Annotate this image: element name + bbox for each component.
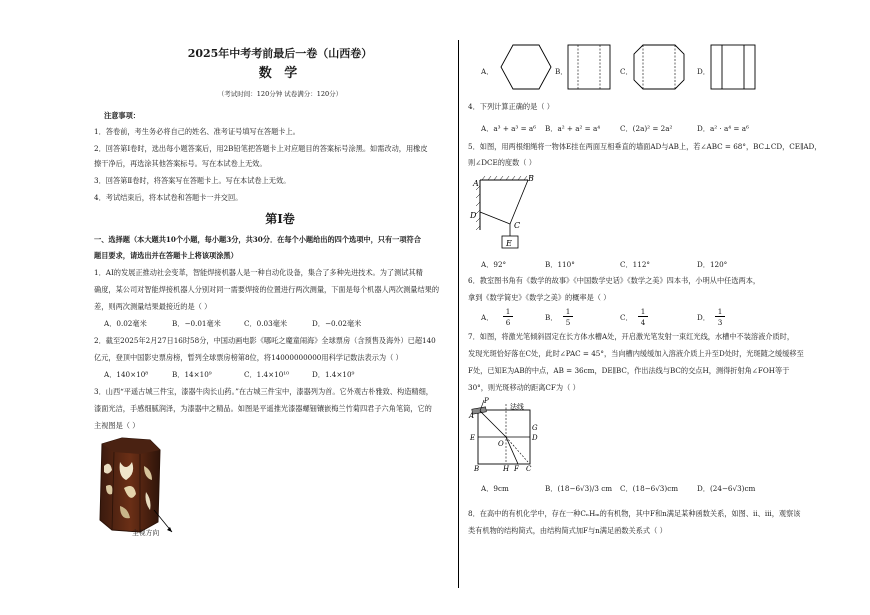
label-b: B xyxy=(474,465,480,472)
question-1-line: 确度，某公司对智能焊接机器人分别对同一需要焊接的位置进行两次测量，下面是每个机器人两次测量结果的 xyxy=(94,285,440,294)
question-5-line: 5．如图，用两根细绳将一物体E挂在两面互相垂直的墙面AD与AB上，若∠ABC = 68°，BC⊥CD，CE∥AD， xyxy=(468,142,822,151)
label-e: E xyxy=(470,434,476,442)
q7-option-c: C．(18−6√3)cm xyxy=(620,484,679,493)
label-d: D xyxy=(470,211,477,220)
q2-option-d: D．1.4×10⁹ xyxy=(312,370,355,379)
label-c: C xyxy=(526,465,532,472)
question-2-line: 亿元，登顶中国影史票房榜，暂列全球票房榜第8位，将14000000000用科学记数法表示为（ ） xyxy=(94,353,403,362)
question-1-line: 1．AI的发展正推动社会变革，智能焊接机器人是一种自动化设备，集合了多种先进技术。为了测试其精 xyxy=(94,268,423,277)
note-line: 2．回答第Ⅰ卷时，选出每小题答案后，用2B铅笔把答题卡上对应题目的答案标号涂黑。如需改动，用橡皮 xyxy=(94,144,428,153)
question-2-line: 2．截至2025年2月27日16时58分，中国动画电影《哪吒之魔童闹海》全球票房（含预售及海外）已超140 xyxy=(94,336,436,345)
label-o: O xyxy=(498,440,504,448)
q4-option-a: A．a³ + a³ = a⁶ xyxy=(481,124,537,133)
exam-info: （考试时间：120分钟 试卷满分：120分） xyxy=(217,90,343,98)
q5-option-d: D．120° xyxy=(697,260,728,269)
label-d: D xyxy=(532,434,538,442)
q1-option-d: D．−0.02毫米 xyxy=(312,319,362,328)
wall-rope-figure xyxy=(464,172,554,256)
exam-title: 2025年中考考前最后一卷（山西卷） xyxy=(187,47,373,60)
view-direction-caption: 主视方向 xyxy=(132,529,160,537)
q7-option-d: D．(24−6√3)cm xyxy=(697,484,756,493)
question-3-line: 3．山西“平遥古城三件宝，漆器牛肉长山药。”在古城三件宝中，漆器列为首。它外观古朴雅致、构造精细， xyxy=(94,387,433,396)
section-heading: 一、选择题（本大题共10个小题，每小题3分，共30分．在每个小题给出的四个选项中，只有一项符合 xyxy=(94,235,421,244)
question-7-line: 发现光斑恰好落在C处，此时∠PAC = 45°，当向槽内缓缓加入溶液介质上升至D处时，光斑随之缓缓移至 xyxy=(468,349,804,358)
question-7-line: F处，已知E为AB的中点，AB = 36cm，DE∥BC，作出法线与BC的交点H，测得折射角∠FOH等于 xyxy=(468,366,790,375)
question-8-line: 类有机物的结构简式，由结构简式加F与n满足函数关系式（ ） xyxy=(468,526,667,535)
q1-option-c: C．0.03毫米 xyxy=(244,319,288,328)
q5-option-b: B．110° xyxy=(545,260,575,269)
subject-title: 数 学 xyxy=(258,66,302,81)
q3-option-c-label: C． xyxy=(620,67,633,76)
q4-option-d: D．a² · a⁴ = a⁶ xyxy=(697,124,749,133)
q2-option-c: C．1.4×10¹⁰ xyxy=(244,370,290,379)
note-line: 1．答卷前，考生务必将自己的姓名、准考证号填写在答题卡上。 xyxy=(94,127,300,136)
label-h: H xyxy=(503,465,510,472)
q4-option-b: B．a² + a² = a⁴ xyxy=(545,124,601,133)
question-7-line: 7．如图，将激光笔倾斜固定在长方体水槽A处，开启激光笔发射一束红光线，水槽中不装溶液介质时， xyxy=(468,332,795,341)
rectangle-option-b xyxy=(567,44,611,90)
label-a: A xyxy=(469,412,475,420)
q7-option-a: A．9cm xyxy=(481,484,509,493)
laser-tank-figure xyxy=(466,396,546,472)
note-line: 4．考试结束后，将本试卷和答题卡一并交回。 xyxy=(94,193,243,202)
label-a: A xyxy=(473,179,479,188)
pen-holder-image xyxy=(94,436,174,536)
part-title: 第Ⅰ卷 xyxy=(265,212,295,226)
q2-option-a: A．140×10⁸ xyxy=(104,370,149,379)
label-normal: 法线 xyxy=(510,403,524,411)
q3-option-a-label: A． xyxy=(481,67,494,76)
q5-option-a: A．92° xyxy=(481,260,507,269)
question-8-line: 8．在高中的有机化学中，存在一种CₙHₘ的有机物，其中F和n满足某种函数关系，如图、ii、iii，观察该 xyxy=(468,509,801,518)
label-b: B xyxy=(528,174,534,183)
note-line: 3．回答第Ⅱ卷时，将答案写在答题卡上。写在本试卷上无效。 xyxy=(94,176,291,185)
label-f: F xyxy=(514,465,519,472)
q4-option-c: C．(2a)² = 2a² xyxy=(620,124,673,133)
question-6-line: 6．教室图书角有《数学的故事》《中国数学史话》《数学之美》四本书，小明从中任选两本， xyxy=(468,276,761,285)
note-line: 擦干净后，再选涂其他答案标号。写在本试卷上无效。 xyxy=(94,159,267,168)
column-divider xyxy=(458,40,459,588)
q1-option-b: B．−0.01毫米 xyxy=(172,319,221,328)
q1-option-a: A．0.02毫米 xyxy=(104,319,147,328)
question-7-line: 30°，则光斑移动的距离CF为（ ） xyxy=(468,383,580,392)
question-3-line: 主视图是（ ） xyxy=(94,421,140,430)
question-5-line: 则∠DCE的度数（ ） xyxy=(468,158,536,167)
rectangle-option-d xyxy=(710,44,756,90)
label-p: P xyxy=(484,397,489,405)
hexagon-option-a xyxy=(500,44,552,90)
section-heading: 题目要求，请选出并在答题卡上将该项涂黑） xyxy=(94,251,238,260)
q5-option-c: C．112° xyxy=(620,260,650,269)
label-g: G xyxy=(532,424,538,432)
notes-heading: 注意事项： xyxy=(104,111,140,120)
q2-option-b: B．14×10⁹ xyxy=(172,370,212,379)
label-c: C xyxy=(514,221,521,230)
question-1-line: 差，则两次测量结果最接近的是（ ） xyxy=(94,302,212,311)
truncated-hexagon-option-c xyxy=(633,44,685,90)
q3-option-d-label: D． xyxy=(697,67,710,76)
question-6-line: 拿到《数学简史》《数学之美》的概率是（ ） xyxy=(468,293,611,302)
question-4: 4．下列计算正确的是（ ） xyxy=(468,102,554,111)
q7-option-b: B．(18−6√3)/3 cm xyxy=(545,484,613,493)
q3-option-b-label: B． xyxy=(555,67,568,76)
question-3-line: 漆面光洁，手感细腻润泽，为漆器中之精品。如图是平遥推光漆器螺钿镶嵌梅兰竹菊四君子六角笔筒，它的 xyxy=(94,404,432,413)
label-e: E xyxy=(506,239,512,248)
